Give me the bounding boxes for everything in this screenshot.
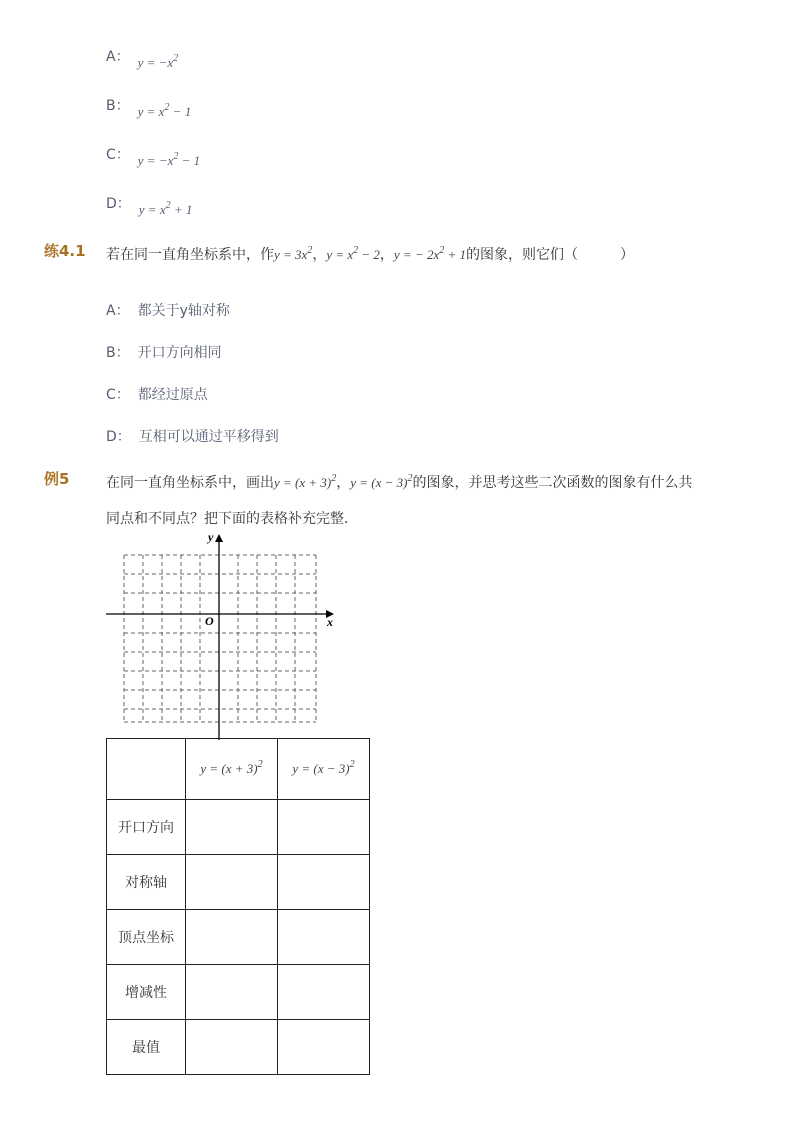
row-label: 最值 — [107, 1020, 186, 1075]
option-formula: $y = x^2 + 1$ — [138, 200, 193, 217]
exercise-label: 练4.1 — [44, 242, 86, 260]
option-letter: C： — [106, 387, 130, 403]
option-text: 都经过原点 — [137, 387, 208, 403]
origin-label: O — [205, 614, 214, 628]
option-formula: $y = x^2 - 1$ — [137, 102, 192, 119]
y-axis-arrow — [215, 534, 223, 542]
answer-cell[interactable] — [278, 855, 370, 910]
option-text: 互相可以通过平移得到 — [138, 429, 279, 445]
option-letter: D： — [106, 429, 131, 445]
answer-cell[interactable] — [278, 910, 370, 965]
table-header-cell: $y = (x + 3)^2$ — [186, 739, 278, 800]
option-text: 开口方向相同 — [137, 345, 222, 361]
exercise-option-d[interactable] — [106, 426, 279, 446]
option-letter: A： — [106, 49, 130, 65]
table-row — [107, 910, 370, 965]
answer-cell[interactable] — [186, 1020, 278, 1075]
row-label: 增减性 — [107, 965, 186, 1020]
option-letter: D： — [106, 196, 131, 212]
answer-cell[interactable] — [278, 965, 370, 1020]
table-row — [107, 800, 370, 855]
table-header-row — [107, 739, 370, 800]
coordinate-grid — [104, 530, 344, 760]
row-label: 对称轴 — [107, 855, 186, 910]
exercise-option-b[interactable] — [106, 342, 222, 362]
table-row — [107, 1020, 370, 1075]
summary-table — [106, 738, 370, 1075]
answer-cell[interactable] — [186, 910, 278, 965]
answer-cell[interactable] — [186, 855, 278, 910]
exercise-option-a[interactable] — [106, 300, 230, 320]
option-letter: A： — [106, 303, 130, 319]
answer-cell[interactable] — [186, 800, 278, 855]
example-stem-line2: 同点和不同点？把下面的表格补充完整． — [106, 511, 358, 527]
option-d[interactable] — [106, 193, 192, 218]
exercise-option-c[interactable] — [106, 384, 208, 404]
option-letter: B： — [106, 98, 130, 114]
answer-cell[interactable] — [186, 965, 278, 1020]
exercise-stem: 若在同一直角坐标系中，作$y = 3x^2$，$y = x^2 - 2$，y = − $2x^2 + 1$的图象，则它们（ ） — [106, 245, 635, 263]
option-text: 都关于y轴对称 — [137, 303, 230, 319]
answer-cell[interactable] — [278, 800, 370, 855]
option-letter: C： — [106, 147, 130, 163]
option-a[interactable] — [106, 46, 178, 71]
option-letter: B： — [106, 345, 130, 361]
table-row — [107, 855, 370, 910]
example-stem-line1: 在同一直角坐标系中，画出$y = (x + 3)^2$，$y = (x - 3)^2$的图象，并思考这些二次函数的图象有什么共 — [106, 473, 693, 491]
option-formula: $y = -x^2$ — [137, 53, 179, 70]
row-label: 顶点坐标 — [107, 910, 186, 965]
option-c[interactable] — [106, 144, 200, 169]
option-b[interactable] — [106, 95, 191, 120]
option-formula: $y = -x^2 - 1$ — [137, 151, 201, 168]
row-label: 开口方向 — [107, 800, 186, 855]
table-header-cell: $y = (x - 3)^2$ — [278, 739, 370, 800]
answer-cell[interactable] — [278, 1020, 370, 1075]
table-corner-cell — [107, 739, 186, 800]
x-axis-label: x — [327, 615, 333, 629]
example-label: 例5 — [44, 470, 70, 488]
y-axis-label: y — [208, 530, 214, 544]
table-row — [107, 965, 370, 1020]
